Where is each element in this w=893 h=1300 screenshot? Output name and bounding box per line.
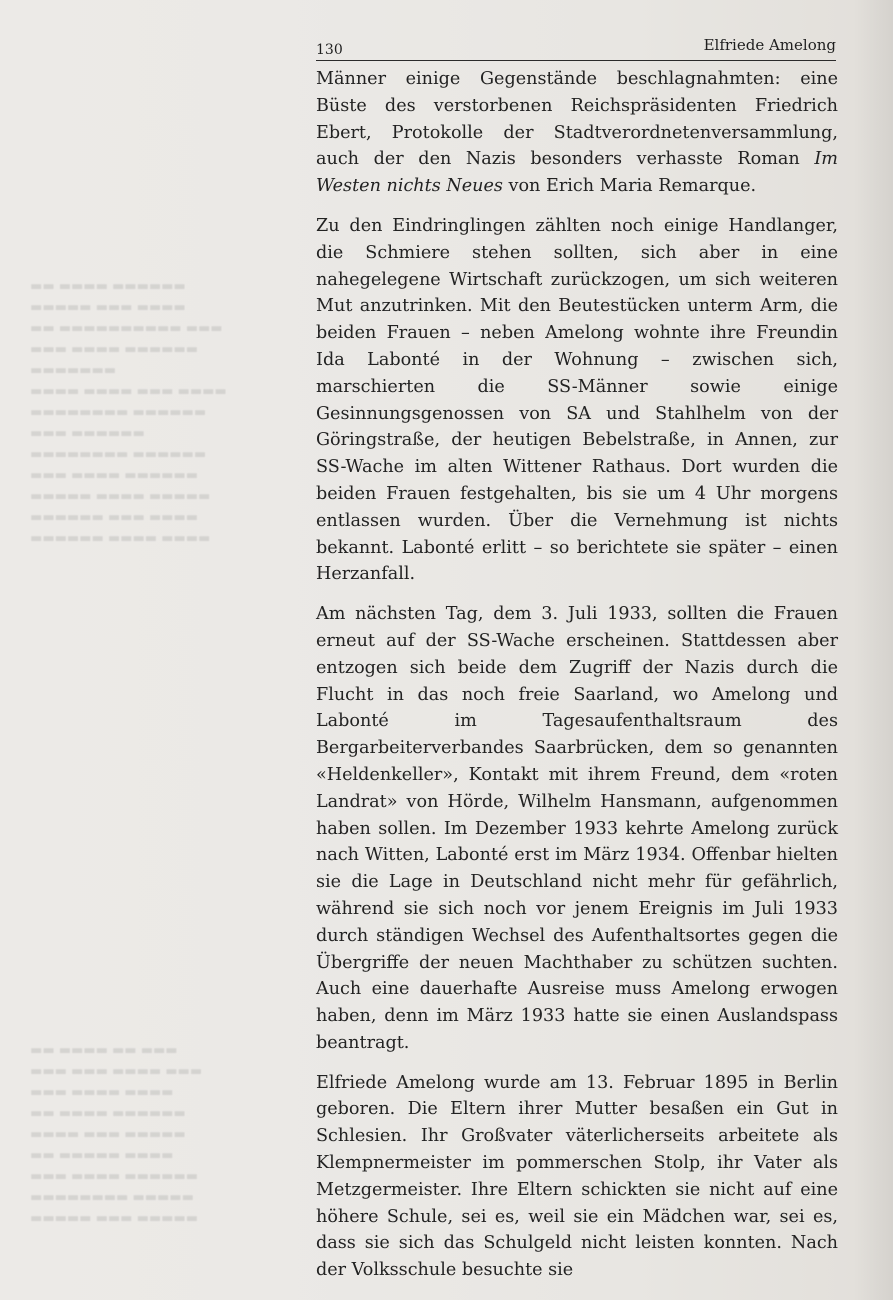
body-text xyxy=(316,66,838,1297)
spine-shadow xyxy=(853,0,893,1300)
paragraph-4: Elfriede Amelong wurde am 13. Februar 1895 in Berlin geboren. Die Eltern ihrer Mutter besaßen ein Gut in Schlesien. Ihr Großvater väterlicherseits arbeitete als Klempnermeister im pommerschen Stolp, ihr Vater als Metzgermeister. Ihre Eltern schickten sie nicht auf eine höhere Schule, sei es, weil sie ein Mädchen war, sei es, dass sie sich das Schulgeld nicht leisten konnten. Nach der Volksschule besuchte sie xyxy=(316,1072,838,1281)
paragraph-3: Am nächsten Tag, dem 3. Juli 1933, sollten die Frauen erneut auf der SS-Wache erscheinen. Stattdessen aber entzogen sich beide dem Zugriff der Nazis durch die Flucht in das noch freie Saarland, wo Amelong und Labonté im Tagesaufenthaltsraum des Bergarbeiterverbandes Saarbrücken, dem so genannten «Heldenkeller», Kontakt mit ihrem Freund, dem «roten Landrat» von Hörde, Wilhelm Hansmann, aufgenommen haben sollen. Im Dezember 1933 kehrte Amelong zurück nach Witten, Labonté erst im März 1934. Offenbar hielten sie die Lage in Deutschland nicht mehr für gefährlich, während sie sich noch vor jenem Ereignis im Juli 1933 durch ständigen Wechsel des Aufenthaltsortes gegen die Übergriffe der neuen Machthaber zu schützen suchten. Auch eine dauerhafte Ausreise muss Amelong erwogen haben, denn im März 1933 hatte sie einen Auslandspass beantragt. xyxy=(316,604,838,1053)
paragraph-2: Zu den Eindringlingen zählten noch einige Handlanger, die Schmiere stehen sollten, sich aber in eine nahegelegene Wirtschaft zurückzogen, um sich weiteren Mut anzutrinken. Mit den Beutestücken unterm Arm, die beiden Frauen – neben Amelong wohnte ihre Freundin Ida Labonté in der Wohnung – zwischen sich, marschierten die SS-Männer sowie einige Gesinnungsgenossen von SA und Stahlhelm von der Göringstraße, der heutigen Bebelstraße, in Annen, zur SS-Wache im alten Wittener Rathaus. Dort wurden die beiden Frauen festgehalten, bis sie um 4 Uhr morgens entlassen wurden. Über die Vernehmung ist nichts bekannt. Labonté erlitt – so berichtete sie später – einen Herzanfall. xyxy=(316,215,838,585)
bleed-through-texture-lower: ▬▬▬ ▬▬ ▬▬▬▬ ▬▬ ▬▬▬ ▬▬▬▬ ▬▬▬ ▬▬▬ ▬▬▬▬ ▬▬▬▬ ▬▬▬ ▬▬▬▬▬▬ ▬▬▬▬ ▬▬ ▬▬▬▬▬ ▬▬▬ ▬▬▬▬ ▬▬▬▬ ▬▬▬▬▬ ▬▬ ▬▬▬▬▬▬ ▬▬▬▬ ▬▬▬ ▬▬▬▬▬ ▬▬▬▬▬▬▬▬ ▬▬▬▬▬ ▬▬▬ ▬▬▬▬▬ xyxy=(30,1043,203,1226)
page-number: 130 xyxy=(316,42,343,58)
paragraph-1: Männer einige Gegenstände beschlagnahmten: eine Büste des verstorbenen Reichspräsidenten Friedrich Ebert, Protokolle der Stadtverordnetenversammlung, auch der den Nazis besonders verhasste Roman Im Westen nichts Neues von Erich Maria Remarque. xyxy=(316,69,838,197)
page-header xyxy=(316,32,836,61)
running-head: Elfriede Amelong xyxy=(703,36,836,54)
bleed-through-texture: ▬▬▬▬▬▬ ▬▬▬▬ ▬▬ ▬▬▬▬ ▬▬▬ ▬▬▬▬▬ ▬▬▬ ▬▬▬▬▬▬▬▬▬▬ ▬▬ ▬▬▬▬▬▬ ▬▬▬▬ ▬▬▬ ▬▬▬▬▬▬▬ ▬▬▬▬ ▬▬▬ ▬▬▬▬ ▬▬▬▬ ▬▬▬▬▬▬ ▬▬▬▬▬▬▬▬ ▬▬▬▬▬▬ ▬▬▬ ▬▬▬▬▬▬ ▬▬▬▬▬▬▬▬ ▬▬▬▬▬▬ ▬▬▬▬ ▬▬▬ ▬▬▬▬▬ ▬▬▬▬ ▬▬▬▬▬ ▬▬▬▬ ▬▬▬ ▬▬▬▬▬▬ ▬▬▬▬ ▬▬▬▬ ▬▬▬▬▬▬ xyxy=(30,279,227,546)
book-title: Im Westen nichts Neues xyxy=(316,149,838,197)
